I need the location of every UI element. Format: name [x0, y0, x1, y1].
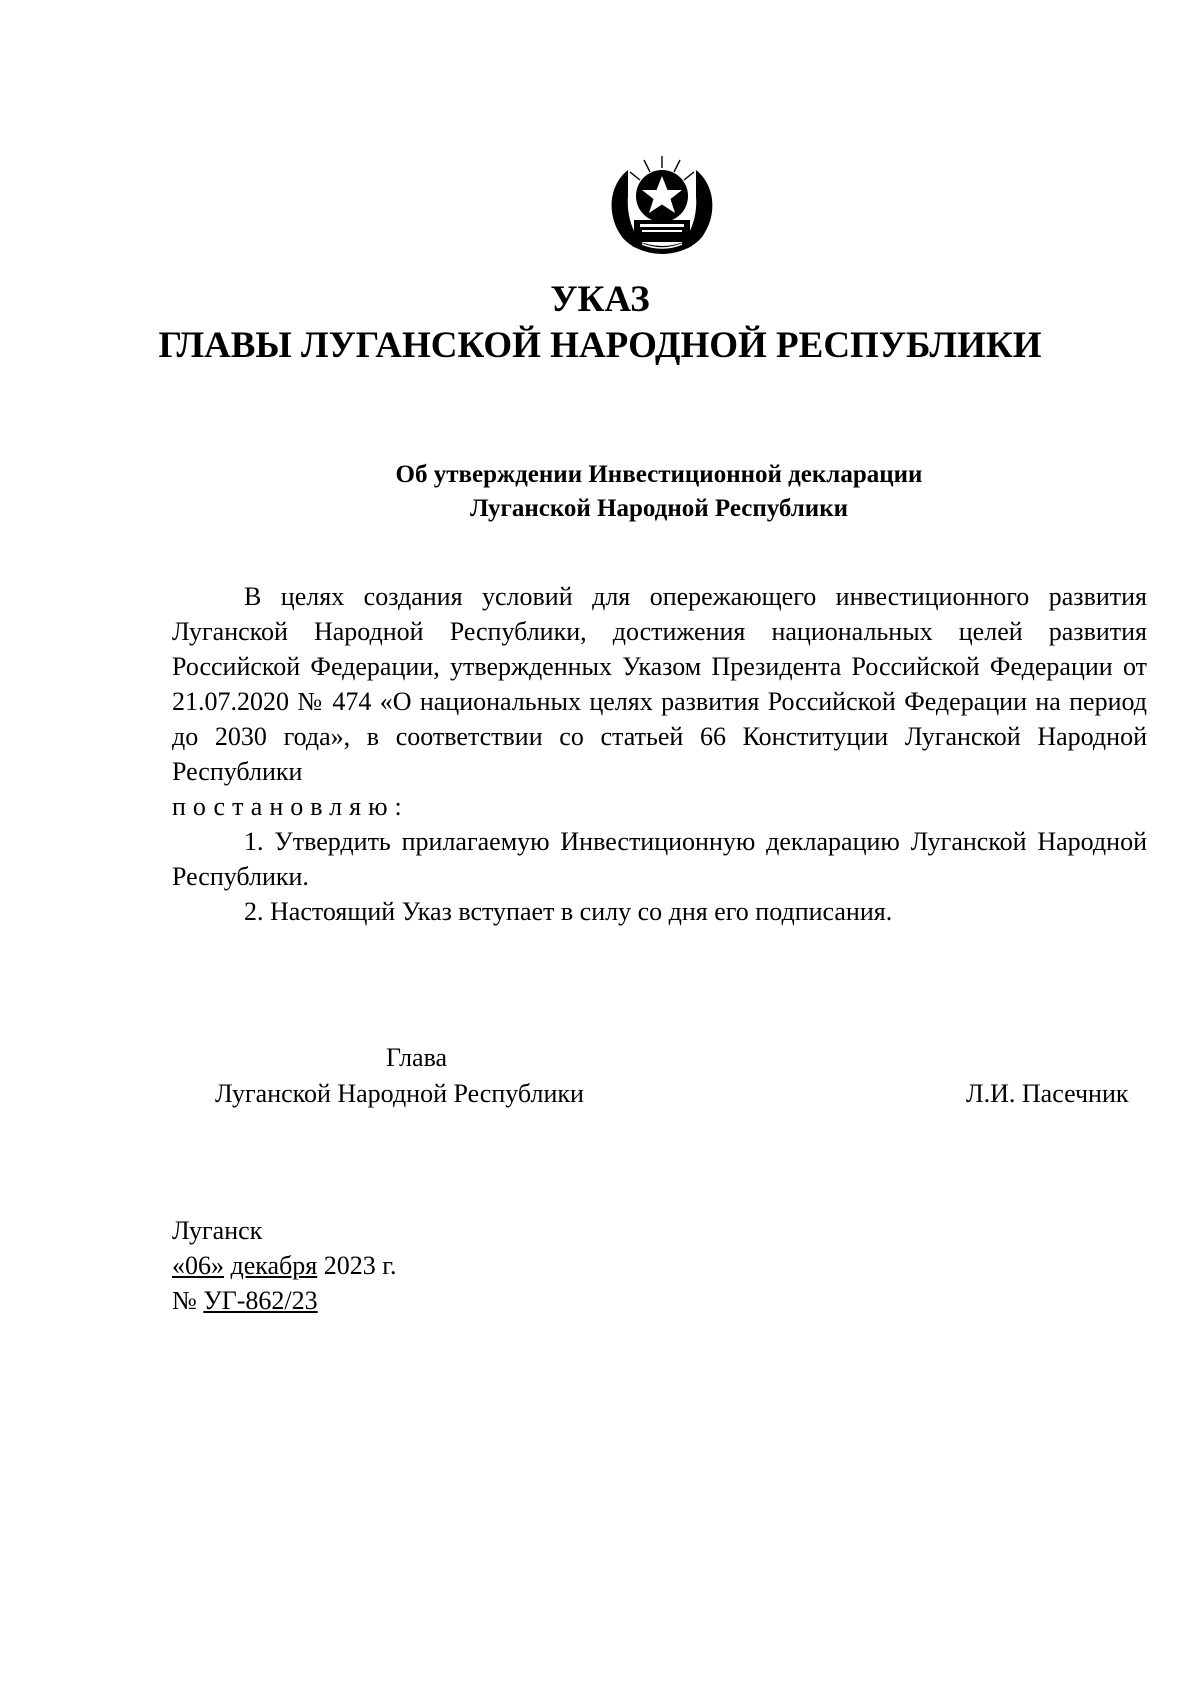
- decree-number: [172, 1283, 318, 1318]
- number-sign: №: [172, 1286, 197, 1315]
- issue-date: [172, 1248, 396, 1283]
- decree-title: УКАЗ: [550, 279, 650, 320]
- date-close-quote: »: [211, 1251, 224, 1280]
- lpr-coat-of-arms-icon: [598, 150, 726, 262]
- date-month: декабря: [230, 1251, 318, 1280]
- issue-city: Луганск: [172, 1216, 263, 1245]
- decree-word: постановляю:: [172, 792, 409, 821]
- preamble-paragraph: В целях создания условий для опережающего инвестиционного развития Луганской Народной Республики, достижения национальных целей развития Российской Федерации, утвержденных Указом Президента Российской Федерации от 21.07.2020 № 474 «О национальных целях развития Российской Федерации на период до 2030 года», в соответствии со статьей 66 Конституции Луганской Народной Республики: [172, 582, 1147, 786]
- date-open-quote: «: [172, 1251, 185, 1280]
- decree-issuer: ГЛАВЫ ЛУГАНСКОЙ НАРОДНОЙ РЕСПУБЛИКИ: [158, 325, 1042, 366]
- signatory-name: Л.И. Пасечник: [966, 1079, 1129, 1108]
- number-value: УГ-862/23: [203, 1286, 318, 1315]
- signature-position-line-1: Глава: [386, 1043, 448, 1072]
- subject-line-1: Об утверждении Инвестиционной декларации: [395, 461, 923, 488]
- date-day: 06: [185, 1251, 211, 1280]
- decree-item-1: 1. Утвердить прилагаемую Инвестиционную декларацию Луганской Народной Республики.: [172, 827, 1147, 891]
- date-year: 2023 г.: [323, 1251, 397, 1280]
- subject-line-2: Луганской Народной Республики: [469, 495, 849, 522]
- decree-item-2: 2. Настоящий Указ вступает в силу со дня его подписания.: [244, 897, 893, 926]
- decree-body: [172, 579, 1147, 929]
- signature-position-line-2: Луганской Народной Республики: [215, 1079, 584, 1108]
